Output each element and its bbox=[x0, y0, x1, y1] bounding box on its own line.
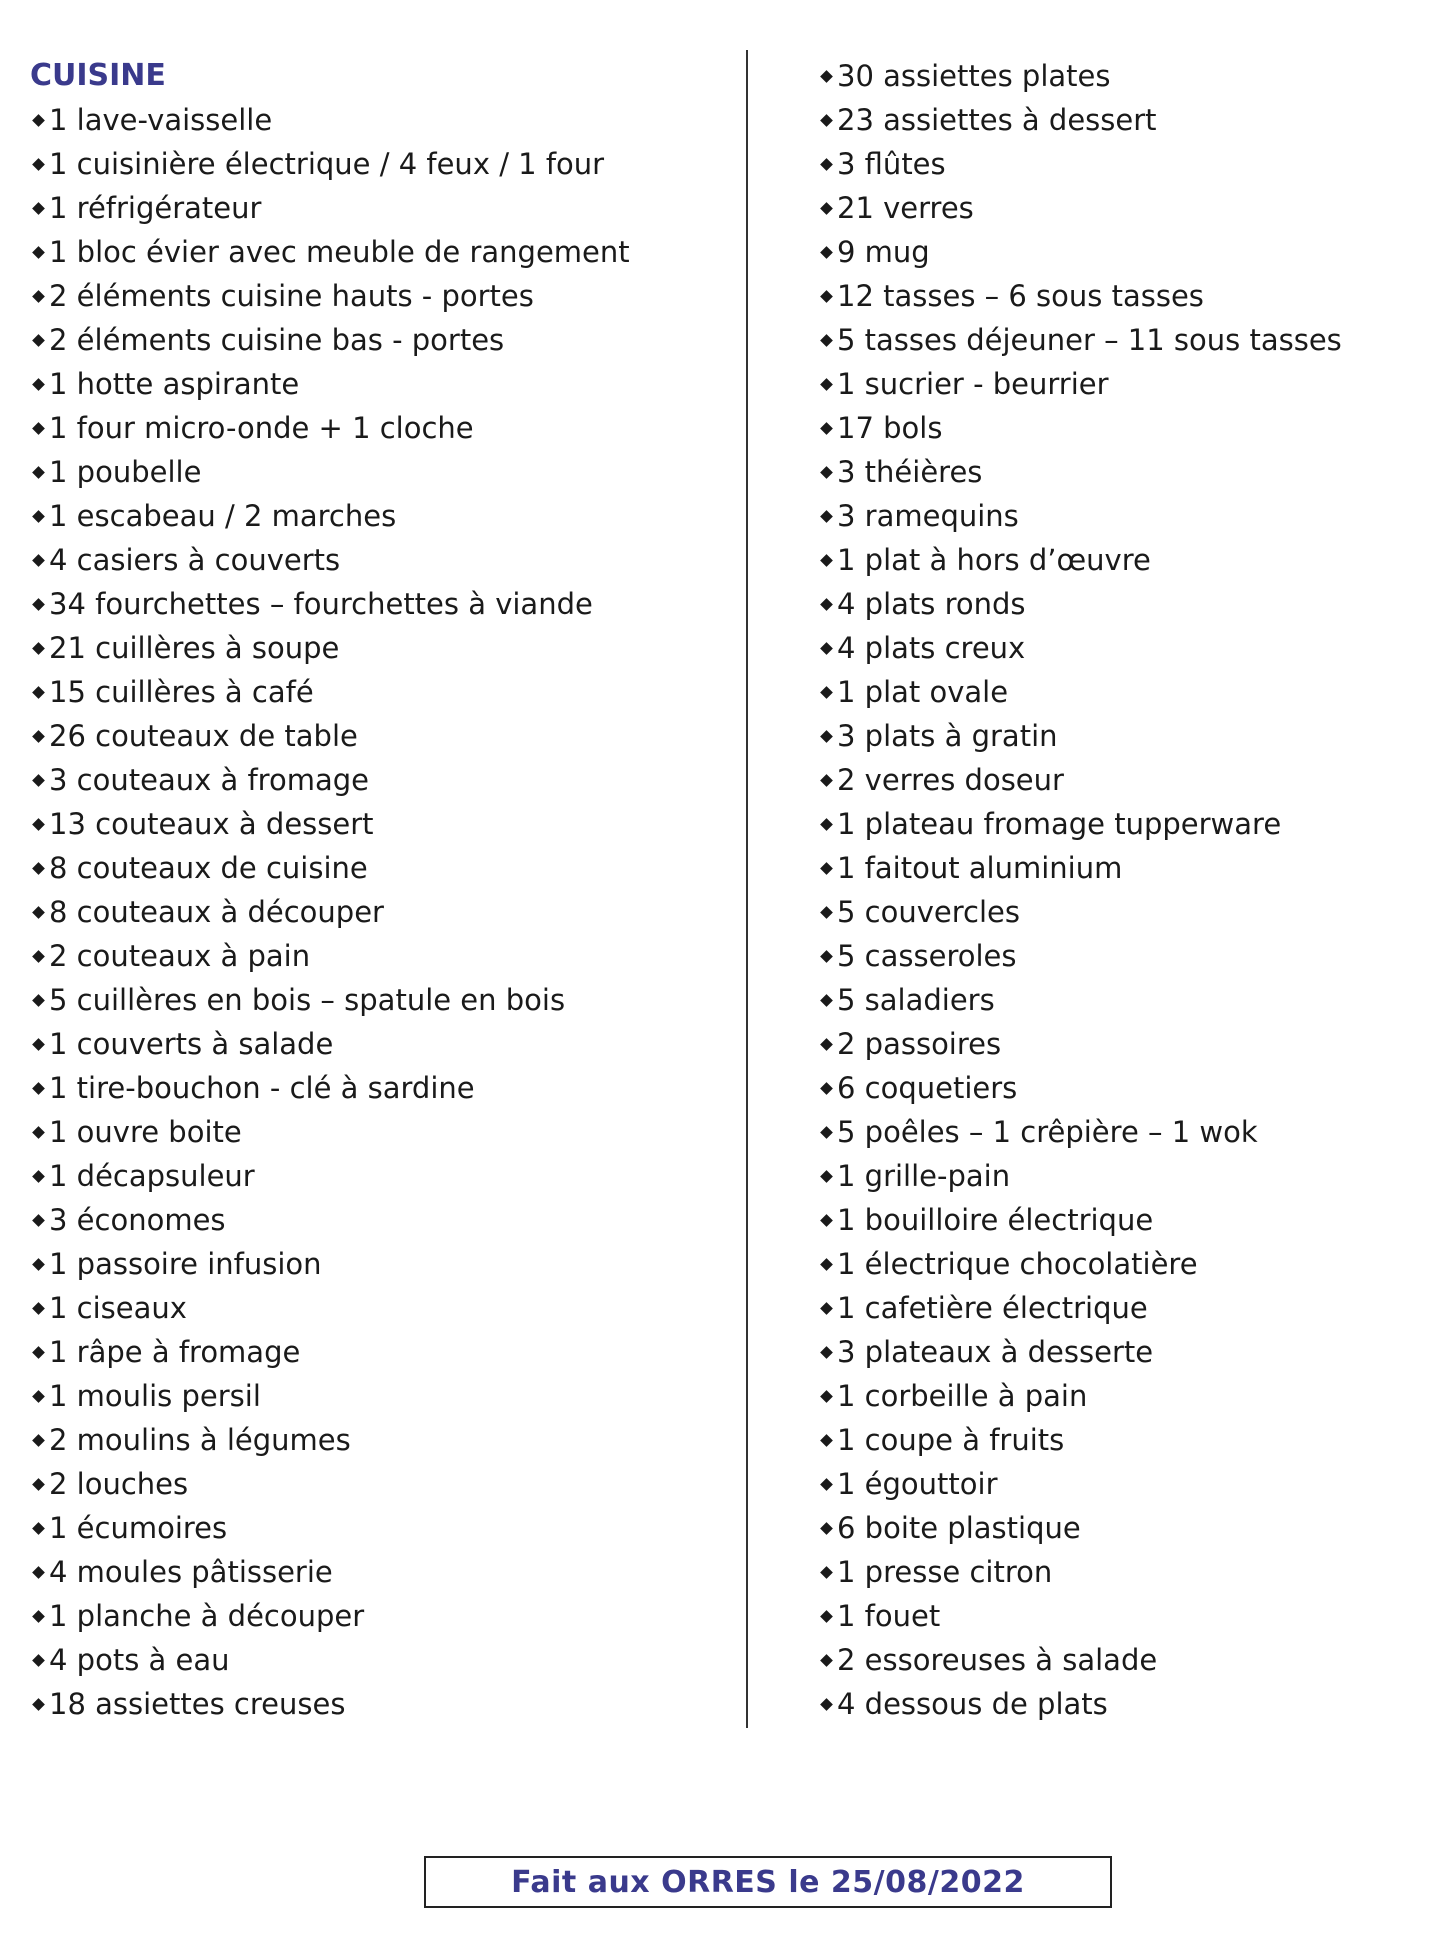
diamond-bullet-icon bbox=[820, 1566, 833, 1579]
diamond-bullet-icon bbox=[820, 466, 833, 479]
list-item bbox=[818, 1022, 1418, 1066]
diamond-bullet-icon bbox=[32, 1566, 45, 1579]
list-item-text: 3 couteaux à fromage bbox=[49, 763, 369, 797]
list-item bbox=[818, 142, 1418, 186]
diamond-bullet-icon bbox=[32, 1390, 45, 1403]
diamond-bullet-icon bbox=[820, 1082, 833, 1095]
list-item bbox=[30, 626, 730, 670]
diamond-bullet-icon bbox=[32, 1082, 45, 1095]
list-item-text: 3 plateaux à desserte bbox=[837, 1335, 1154, 1369]
list-item-text: 1 coupe à fruits bbox=[837, 1423, 1065, 1457]
diamond-bullet-icon bbox=[32, 114, 45, 127]
list-item-text: 5 casseroles bbox=[837, 939, 1017, 973]
list-item bbox=[818, 1550, 1418, 1594]
diamond-bullet-icon bbox=[32, 554, 45, 567]
diamond-bullet-icon bbox=[820, 730, 833, 743]
diamond-bullet-icon bbox=[820, 1478, 833, 1491]
list-item-text: 8 couteaux à découper bbox=[49, 895, 384, 929]
list-item-text: 34 fourchettes – fourchettes à viande bbox=[49, 587, 593, 621]
list-item bbox=[818, 406, 1418, 450]
list-item-text: 4 dessous de plats bbox=[837, 1687, 1108, 1721]
list-item bbox=[30, 450, 730, 494]
list-item-text: 30 assiettes plates bbox=[837, 59, 1111, 93]
diamond-bullet-icon bbox=[32, 994, 45, 1007]
list-item bbox=[818, 1110, 1418, 1154]
list-item-text: 1 fouet bbox=[837, 1599, 941, 1633]
list-item-text: 2 verres doseur bbox=[837, 763, 1064, 797]
list-item bbox=[30, 1110, 730, 1154]
list-item-text: 1 plat à hors d’œuvre bbox=[837, 543, 1151, 577]
list-item bbox=[30, 1638, 730, 1682]
list-item-text: 1 passoire infusion bbox=[49, 1247, 322, 1281]
diamond-bullet-icon bbox=[32, 1170, 45, 1183]
list-item bbox=[818, 1506, 1418, 1550]
diamond-bullet-icon bbox=[32, 1038, 45, 1051]
list-item bbox=[30, 538, 730, 582]
diamond-bullet-icon bbox=[820, 1214, 833, 1227]
diamond-bullet-icon bbox=[820, 202, 833, 215]
list-item-text: 26 couteaux de table bbox=[49, 719, 358, 753]
diamond-bullet-icon bbox=[820, 422, 833, 435]
list-item bbox=[30, 1286, 730, 1330]
list-item bbox=[818, 230, 1418, 274]
diamond-bullet-icon bbox=[32, 466, 45, 479]
list-item-text: 12 tasses – 6 sous tasses bbox=[837, 279, 1204, 313]
list-item bbox=[30, 318, 730, 362]
diamond-bullet-icon bbox=[820, 70, 833, 83]
list-item bbox=[818, 670, 1418, 714]
list-item-text: 23 assiettes à dessert bbox=[837, 103, 1157, 137]
diamond-bullet-icon bbox=[32, 950, 45, 963]
list-item-text: 1 plateau fromage tupperware bbox=[837, 807, 1282, 841]
list-item-text: 3 ramequins bbox=[837, 499, 1019, 533]
list-item bbox=[818, 890, 1418, 934]
list-item-text: 5 tasses déjeuner – 11 sous tasses bbox=[837, 323, 1342, 357]
left-item-list bbox=[30, 98, 730, 1726]
list-item bbox=[30, 274, 730, 318]
list-item-text: 1 moulis persil bbox=[49, 1379, 261, 1413]
diamond-bullet-icon bbox=[32, 1126, 45, 1139]
diamond-bullet-icon bbox=[820, 334, 833, 347]
list-item bbox=[30, 1594, 730, 1638]
diamond-bullet-icon bbox=[820, 1258, 833, 1271]
list-item-text: 2 couteaux à pain bbox=[49, 939, 311, 973]
list-item-text: 6 coquetiers bbox=[837, 1071, 1018, 1105]
diamond-bullet-icon bbox=[820, 554, 833, 567]
list-item bbox=[30, 758, 730, 802]
list-item bbox=[818, 802, 1418, 846]
diamond-bullet-icon bbox=[820, 510, 833, 523]
diamond-bullet-icon bbox=[820, 1346, 833, 1359]
list-item-text: 1 sucrier - beurrier bbox=[837, 367, 1109, 401]
list-item-text: 1 ciseaux bbox=[49, 1291, 187, 1325]
list-item bbox=[30, 1462, 730, 1506]
list-item bbox=[818, 1638, 1418, 1682]
list-item-text: 4 plats creux bbox=[837, 631, 1026, 665]
list-item bbox=[30, 186, 730, 230]
diamond-bullet-icon bbox=[32, 686, 45, 699]
diamond-bullet-icon bbox=[820, 1126, 833, 1139]
list-item-text: 1 corbeille à pain bbox=[837, 1379, 1088, 1413]
list-item-text: 4 pots à eau bbox=[49, 1643, 230, 1677]
diamond-bullet-icon bbox=[32, 1258, 45, 1271]
list-item-text: 1 planche à découper bbox=[49, 1599, 365, 1633]
list-item bbox=[30, 1550, 730, 1594]
list-item-text: 1 ouvre boite bbox=[49, 1115, 242, 1149]
diamond-bullet-icon bbox=[32, 862, 45, 875]
list-item-text: 1 tire-bouchon - clé à sardine bbox=[49, 1071, 475, 1105]
list-item bbox=[818, 626, 1418, 670]
diamond-bullet-icon bbox=[32, 290, 45, 303]
list-item bbox=[30, 1154, 730, 1198]
diamond-bullet-icon bbox=[32, 598, 45, 611]
diamond-bullet-icon bbox=[32, 906, 45, 919]
list-item-text: 13 couteaux à dessert bbox=[49, 807, 374, 841]
column-divider bbox=[746, 50, 748, 1728]
right-column bbox=[818, 54, 1418, 1726]
list-item-text: 1 presse citron bbox=[837, 1555, 1053, 1589]
diamond-bullet-icon bbox=[820, 950, 833, 963]
list-item bbox=[818, 1374, 1418, 1418]
list-item bbox=[818, 98, 1418, 142]
section-title: CUISINE bbox=[30, 58, 166, 93]
list-item bbox=[818, 538, 1418, 582]
list-item-text: 1 bloc évier avec meuble de rangement bbox=[49, 235, 630, 269]
diamond-bullet-icon bbox=[32, 1434, 45, 1447]
list-item-text: 1 écumoires bbox=[49, 1511, 228, 1545]
list-item-text: 1 poubelle bbox=[49, 455, 202, 489]
diamond-bullet-icon bbox=[820, 378, 833, 391]
diamond-bullet-icon bbox=[820, 246, 833, 259]
diamond-bullet-icon bbox=[820, 1170, 833, 1183]
list-item-text: 4 casiers à couverts bbox=[49, 543, 341, 577]
list-item bbox=[818, 1682, 1418, 1726]
list-item bbox=[30, 1506, 730, 1550]
diamond-bullet-icon bbox=[32, 1610, 45, 1623]
list-item-text: 1 râpe à fromage bbox=[49, 1335, 301, 1369]
list-item bbox=[818, 274, 1418, 318]
diamond-bullet-icon bbox=[32, 246, 45, 259]
list-item-text: 15 cuillères à café bbox=[49, 675, 314, 709]
list-item-text: 3 flûtes bbox=[837, 147, 946, 181]
list-item bbox=[818, 494, 1418, 538]
list-item bbox=[818, 186, 1418, 230]
list-item bbox=[30, 1066, 730, 1110]
diamond-bullet-icon bbox=[820, 1698, 833, 1711]
list-item bbox=[818, 978, 1418, 1022]
list-item-text: 3 théières bbox=[837, 455, 983, 489]
list-item-text: 6 boite plastique bbox=[837, 1511, 1081, 1545]
list-item bbox=[818, 758, 1418, 802]
list-item-text: 21 cuillères à soupe bbox=[49, 631, 340, 665]
diamond-bullet-icon bbox=[820, 1434, 833, 1447]
list-item-text: 21 verres bbox=[837, 191, 974, 225]
diamond-bullet-icon bbox=[32, 774, 45, 787]
diamond-bullet-icon bbox=[32, 378, 45, 391]
list-item-text: 3 économes bbox=[49, 1203, 226, 1237]
list-item-text: 9 mug bbox=[837, 235, 930, 269]
list-item bbox=[30, 1374, 730, 1418]
list-item-text: 1 cafetière électrique bbox=[837, 1291, 1148, 1325]
list-item bbox=[30, 1198, 730, 1242]
list-item-text: 2 passoires bbox=[837, 1027, 1002, 1061]
diamond-bullet-icon bbox=[820, 774, 833, 787]
diamond-bullet-icon bbox=[32, 730, 45, 743]
list-item bbox=[818, 1198, 1418, 1242]
list-item bbox=[30, 582, 730, 626]
list-item-text: 18 assiettes creuses bbox=[49, 1687, 346, 1721]
list-item bbox=[30, 1682, 730, 1726]
list-item-text: 1 réfrigérateur bbox=[49, 191, 262, 225]
footer-text: Fait aux ORRES le 25/08/2022 bbox=[511, 1864, 1025, 1900]
list-item bbox=[818, 934, 1418, 978]
list-item bbox=[818, 1594, 1418, 1638]
diamond-bullet-icon bbox=[32, 1698, 45, 1711]
diamond-bullet-icon bbox=[32, 1214, 45, 1227]
list-item bbox=[818, 318, 1418, 362]
list-item-text: 5 saladiers bbox=[837, 983, 995, 1017]
list-item-text: 1 cuisinière électrique / 4 feux / 1 four bbox=[49, 147, 605, 181]
list-item bbox=[818, 1330, 1418, 1374]
list-item bbox=[30, 890, 730, 934]
list-item bbox=[30, 846, 730, 890]
list-item bbox=[30, 98, 730, 142]
diamond-bullet-icon bbox=[32, 1346, 45, 1359]
diamond-bullet-icon bbox=[820, 862, 833, 875]
list-item-text: 5 couvercles bbox=[837, 895, 1020, 929]
list-item bbox=[818, 582, 1418, 626]
list-item bbox=[30, 934, 730, 978]
list-item-text: 1 décapsuleur bbox=[49, 1159, 255, 1193]
diamond-bullet-icon bbox=[32, 1302, 45, 1315]
list-item-text: 8 couteaux de cuisine bbox=[49, 851, 368, 885]
diamond-bullet-icon bbox=[32, 510, 45, 523]
list-item-text: 1 électrique chocolatière bbox=[837, 1247, 1198, 1281]
list-item bbox=[30, 1418, 730, 1462]
diamond-bullet-icon bbox=[32, 1478, 45, 1491]
list-item-text: 5 poêles – 1 crêpière – 1 wok bbox=[837, 1115, 1258, 1149]
list-item-text: 3 plats à gratin bbox=[837, 719, 1058, 753]
list-item bbox=[818, 1154, 1418, 1198]
list-item-text: 1 faitout aluminium bbox=[837, 851, 1123, 885]
list-item-text: 4 plats ronds bbox=[837, 587, 1026, 621]
diamond-bullet-icon bbox=[32, 202, 45, 215]
list-item-text: 1 couverts à salade bbox=[49, 1027, 334, 1061]
list-item-text: 2 éléments cuisine bas - portes bbox=[49, 323, 505, 357]
diamond-bullet-icon bbox=[820, 818, 833, 831]
list-item-text: 1 lave-vaisselle bbox=[49, 103, 273, 137]
list-item bbox=[818, 1242, 1418, 1286]
list-item-text: 1 grille-pain bbox=[837, 1159, 1011, 1193]
list-item-text: 5 cuillères en bois – spatule en bois bbox=[49, 983, 566, 1017]
list-item-text: 2 éléments cuisine hauts - portes bbox=[49, 279, 534, 313]
diamond-bullet-icon bbox=[820, 1302, 833, 1315]
list-item bbox=[30, 1242, 730, 1286]
diamond-bullet-icon bbox=[820, 598, 833, 611]
list-item bbox=[818, 450, 1418, 494]
list-item bbox=[818, 1462, 1418, 1506]
diamond-bullet-icon bbox=[820, 158, 833, 171]
diamond-bullet-icon bbox=[820, 290, 833, 303]
list-item bbox=[818, 362, 1418, 406]
list-item-text: 1 bouilloire électrique bbox=[837, 1203, 1154, 1237]
list-item-text: 1 four micro-onde + 1 cloche bbox=[49, 411, 474, 445]
list-item bbox=[30, 230, 730, 274]
diamond-bullet-icon bbox=[820, 642, 833, 655]
list-item-text: 1 hotte aspirante bbox=[49, 367, 300, 401]
list-item bbox=[818, 54, 1418, 98]
diamond-bullet-icon bbox=[820, 1038, 833, 1051]
list-item bbox=[30, 1022, 730, 1066]
diamond-bullet-icon bbox=[820, 1654, 833, 1667]
list-item-text: 4 moules pâtisserie bbox=[49, 1555, 333, 1589]
list-item-text: 1 égouttoir bbox=[837, 1467, 998, 1501]
diamond-bullet-icon bbox=[820, 1610, 833, 1623]
diamond-bullet-icon bbox=[32, 422, 45, 435]
diamond-bullet-icon bbox=[32, 158, 45, 171]
right-item-list bbox=[818, 54, 1418, 1726]
diamond-bullet-icon bbox=[820, 114, 833, 127]
diamond-bullet-icon bbox=[820, 906, 833, 919]
diamond-bullet-icon bbox=[32, 642, 45, 655]
list-item bbox=[818, 1066, 1418, 1110]
list-item bbox=[30, 978, 730, 1022]
list-item bbox=[30, 670, 730, 714]
diamond-bullet-icon bbox=[32, 1654, 45, 1667]
list-item-text: 2 essoreuses à salade bbox=[837, 1643, 1158, 1677]
list-item bbox=[818, 846, 1418, 890]
diamond-bullet-icon bbox=[820, 994, 833, 1007]
list-item bbox=[818, 714, 1418, 758]
list-item bbox=[30, 802, 730, 846]
list-item bbox=[818, 1286, 1418, 1330]
diamond-bullet-icon bbox=[32, 818, 45, 831]
list-item bbox=[30, 1330, 730, 1374]
list-item bbox=[30, 362, 730, 406]
list-item-text: 1 plat ovale bbox=[837, 675, 1009, 709]
list-item bbox=[818, 1418, 1418, 1462]
diamond-bullet-icon bbox=[820, 1390, 833, 1403]
list-item bbox=[30, 406, 730, 450]
diamond-bullet-icon bbox=[820, 1522, 833, 1535]
list-item-text: 2 moulins à légumes bbox=[49, 1423, 351, 1457]
footer-box bbox=[424, 1856, 1112, 1908]
list-item-text: 2 louches bbox=[49, 1467, 189, 1501]
list-item bbox=[30, 494, 730, 538]
list-item bbox=[30, 142, 730, 186]
diamond-bullet-icon bbox=[32, 334, 45, 347]
list-item bbox=[30, 714, 730, 758]
list-item-text: 1 escabeau / 2 marches bbox=[49, 499, 397, 533]
left-column bbox=[30, 54, 730, 1726]
list-item-text: 17 bols bbox=[837, 411, 943, 445]
diamond-bullet-icon bbox=[820, 686, 833, 699]
diamond-bullet-icon bbox=[32, 1522, 45, 1535]
